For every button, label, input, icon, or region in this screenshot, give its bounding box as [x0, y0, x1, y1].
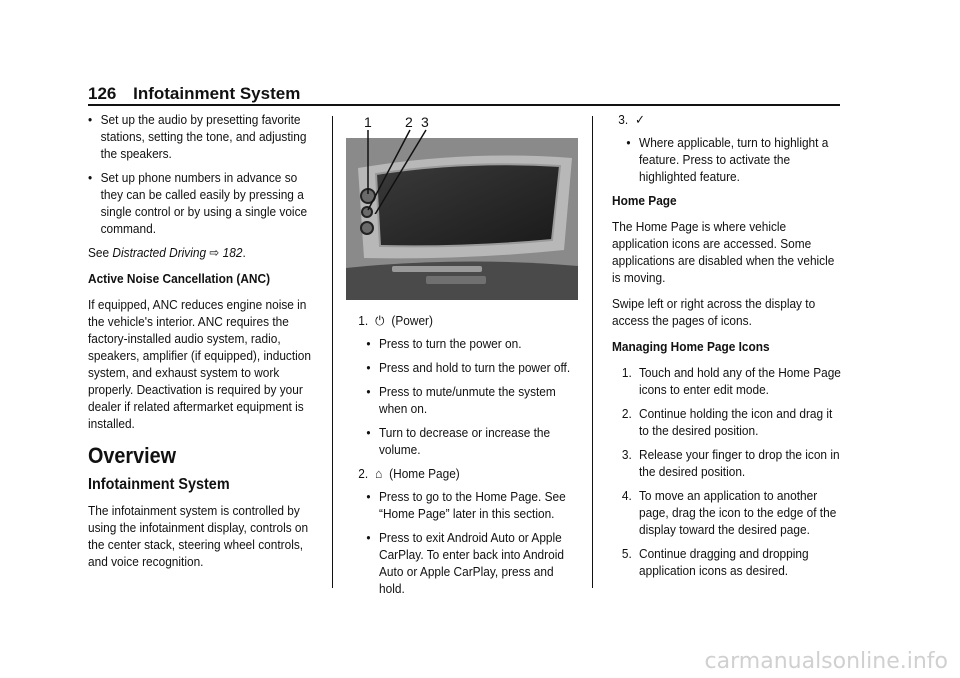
callout-2: 2 [405, 114, 413, 130]
home-icon: ⌂ [375, 466, 383, 481]
column-3 [612, 111, 842, 586]
list-item: • Press and hold to turn the power off. [352, 359, 579, 376]
page-header [88, 84, 300, 104]
see-page[interactable]: 182 [222, 245, 243, 260]
step-item: 3. Release your finger to drop the icon in the desired position. [621, 447, 840, 479]
watermark: carmanualsonline.info [704, 649, 948, 674]
control-item-home: 2. ⌂ (Home Page) [358, 466, 460, 481]
list-item: • Press to go to the Home Page. See “Home Page” later in this section. [352, 488, 579, 522]
see-link[interactable]: Distracted Driving [112, 245, 207, 260]
control-item-select: 3. ✓ [618, 112, 646, 127]
step-item: 2. Continue holding the icon and drag it to the desired position. [621, 406, 833, 438]
list-item: • Press to mute/unmute the system when on. [352, 383, 579, 417]
infotainment-paragraph: The infotainment system is controlled by using the infotainment display, controls on the center stack, steering wheel controls, and voice recognition. [88, 503, 309, 569]
see-reference: See Distracted Driving ⇨ 182. [88, 245, 246, 260]
column-divider-2 [592, 116, 593, 588]
home-page-heading: Home Page [612, 193, 677, 208]
callout-3: 3 [421, 114, 429, 130]
callout-leader-lines [346, 114, 446, 214]
anc-paragraph: If equipped, ANC reduces engine noise in the vehicle's interior. ANC requires the factory-installed audio system, radio, speakers, amplifier (if equipped), induction system, and exhaust system to work properly. Deactivation is required by your dealer if related aftermarket equipment is installed. [88, 297, 311, 431]
step-item: 4. To move an application to another page, drag the icon to the edge of the display toward the desired page. [621, 488, 837, 537]
column-2 [352, 312, 579, 604]
list-item: • Set up phone numbers in advance so they can be called easily by pressing a single control or by using a single voice command. [88, 169, 322, 237]
overview-heading: Overview [88, 443, 177, 468]
list-item: • Press to turn the power on. [352, 335, 579, 352]
home-page-paragraph-2: Swipe left or right across the display to access the pages of icons. [612, 296, 816, 328]
control-item-power: 1. ⏻ (Power) [358, 313, 433, 328]
page-number: 126 [88, 84, 117, 103]
list-item: • Turn to decrease or increase the volume. [352, 424, 579, 458]
managing-icons-heading: Managing Home Page Icons [612, 339, 770, 354]
power-icon: ⏻ [375, 313, 385, 328]
column-divider-1 [332, 116, 333, 588]
checkmark-icon: ✓ [635, 112, 646, 127]
anc-heading: Active Noise Cancellation (ANC) [88, 271, 271, 286]
callout-1: 1 [364, 114, 372, 130]
header-rule [88, 104, 840, 106]
step-item: 5. Continue dragging and dropping application icons as desired. [621, 546, 809, 578]
list-item: • Press to exit Android Auto or Apple CarPlay. To enter back into Android Auto or Apple CarPlay, press and hold. [352, 529, 579, 597]
list-item: • Set up the audio by presetting favorite stations, setting the tone, and adjusting the speakers. [88, 111, 322, 162]
step-item: 1. Touch and hold any of the Home Page icons to enter edit mode. [621, 365, 841, 397]
infotainment-heading: Infotainment System [88, 476, 230, 493]
list-item: • Where applicable, turn to highlight a feature. Press to activate the highlighted feature. [612, 134, 842, 185]
column-1 [88, 111, 322, 579]
page-ref-arrow-icon: ⇨ [209, 245, 220, 260]
home-page-paragraph-1: The Home Page is where vehicle application icons are accessed. Some applications are disabled when the vehicle is moving. [612, 219, 835, 285]
section-title: Infotainment System [133, 84, 301, 103]
